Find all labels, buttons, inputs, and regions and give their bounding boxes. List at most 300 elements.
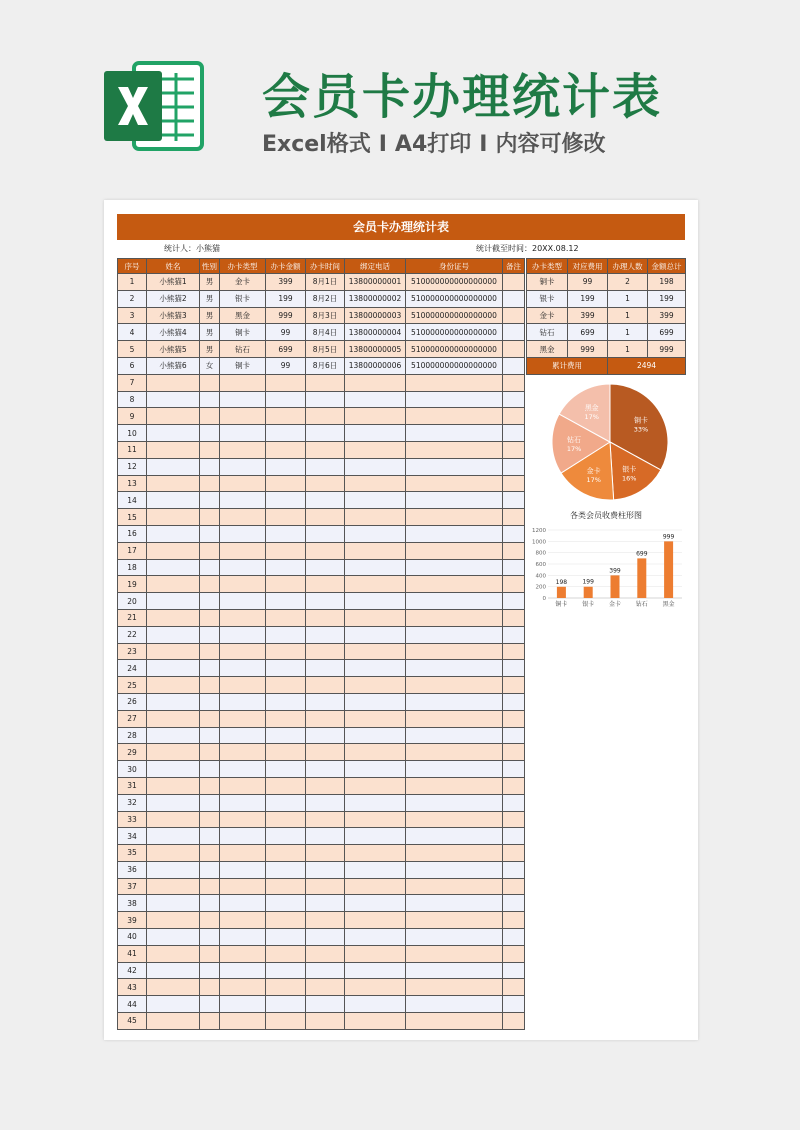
table-cell[interactable] bbox=[220, 576, 266, 593]
table-cell[interactable]: 14 bbox=[118, 492, 147, 509]
table-cell[interactable] bbox=[503, 525, 525, 542]
table-cell[interactable] bbox=[200, 425, 220, 442]
table-cell[interactable]: 31 bbox=[118, 777, 147, 794]
table-cell[interactable] bbox=[503, 710, 525, 727]
table-cell[interactable] bbox=[345, 861, 406, 878]
table-cell[interactable] bbox=[200, 845, 220, 862]
table-cell[interactable] bbox=[200, 861, 220, 878]
table-cell[interactable] bbox=[306, 408, 345, 425]
table-cell[interactable] bbox=[406, 861, 503, 878]
table-cell[interactable] bbox=[306, 374, 345, 391]
table-cell[interactable] bbox=[306, 895, 345, 912]
table-cell[interactable] bbox=[503, 878, 525, 895]
table-cell[interactable] bbox=[345, 710, 406, 727]
table-cell[interactable] bbox=[147, 576, 200, 593]
summary-cell[interactable]: 黑金 bbox=[527, 341, 568, 358]
table-cell[interactable] bbox=[266, 929, 306, 946]
table-cell[interactable] bbox=[406, 828, 503, 845]
table-cell[interactable] bbox=[147, 929, 200, 946]
table-cell[interactable] bbox=[406, 525, 503, 542]
table-cell[interactable] bbox=[503, 744, 525, 761]
table-cell[interactable] bbox=[345, 559, 406, 576]
table-cell[interactable] bbox=[345, 525, 406, 542]
table-cell[interactable]: 男 bbox=[200, 307, 220, 324]
table-cell[interactable]: 17 bbox=[118, 542, 147, 559]
table-cell[interactable] bbox=[220, 677, 266, 694]
table-cell[interactable] bbox=[220, 593, 266, 610]
table-cell[interactable] bbox=[200, 509, 220, 526]
table-cell[interactable] bbox=[306, 727, 345, 744]
table-cell[interactable] bbox=[147, 794, 200, 811]
table-cell[interactable] bbox=[345, 660, 406, 677]
table-cell[interactable] bbox=[200, 895, 220, 912]
table-cell[interactable] bbox=[200, 828, 220, 845]
table-cell[interactable] bbox=[266, 1013, 306, 1030]
table-cell[interactable] bbox=[345, 693, 406, 710]
table-cell[interactable]: 男 bbox=[200, 274, 220, 291]
table-cell[interactable] bbox=[220, 727, 266, 744]
table-cell[interactable] bbox=[503, 929, 525, 946]
table-cell[interactable] bbox=[147, 408, 200, 425]
table-cell[interactable] bbox=[306, 962, 345, 979]
table-cell[interactable] bbox=[266, 744, 306, 761]
table-cell[interactable] bbox=[345, 408, 406, 425]
table-cell[interactable] bbox=[200, 794, 220, 811]
table-cell[interactable] bbox=[345, 979, 406, 996]
table-cell[interactable] bbox=[345, 509, 406, 526]
table-cell[interactable] bbox=[147, 626, 200, 643]
table-cell[interactable] bbox=[503, 274, 525, 291]
table-cell[interactable] bbox=[503, 307, 525, 324]
table-cell[interactable] bbox=[345, 777, 406, 794]
table-cell[interactable] bbox=[503, 542, 525, 559]
table-cell[interactable] bbox=[306, 492, 345, 509]
table-cell[interactable] bbox=[406, 811, 503, 828]
table-cell[interactable] bbox=[200, 576, 220, 593]
table-cell[interactable] bbox=[220, 643, 266, 660]
table-cell[interactable]: 小熊猫6 bbox=[147, 357, 200, 374]
table-cell[interactable] bbox=[200, 391, 220, 408]
table-cell[interactable] bbox=[503, 408, 525, 425]
table-cell[interactable] bbox=[406, 744, 503, 761]
table-cell[interactable] bbox=[220, 525, 266, 542]
table-cell[interactable]: 36 bbox=[118, 861, 147, 878]
table-cell[interactable] bbox=[266, 895, 306, 912]
table-cell[interactable] bbox=[220, 828, 266, 845]
summary-cell[interactable]: 699 bbox=[648, 324, 686, 341]
table-cell[interactable] bbox=[306, 744, 345, 761]
table-cell[interactable]: 510000000000000000 bbox=[406, 290, 503, 307]
table-cell[interactable] bbox=[406, 458, 503, 475]
table-cell[interactable] bbox=[220, 996, 266, 1013]
table-cell[interactable]: 27 bbox=[118, 710, 147, 727]
table-cell[interactable] bbox=[200, 761, 220, 778]
table-cell[interactable] bbox=[503, 677, 525, 694]
table-cell[interactable] bbox=[306, 761, 345, 778]
table-cell[interactable]: 男 bbox=[200, 290, 220, 307]
table-cell[interactable] bbox=[345, 441, 406, 458]
table-cell[interactable] bbox=[503, 492, 525, 509]
table-cell[interactable] bbox=[147, 559, 200, 576]
table-cell[interactable] bbox=[266, 441, 306, 458]
table-cell[interactable]: 11 bbox=[118, 441, 147, 458]
summary-cell[interactable]: 1 bbox=[608, 290, 648, 307]
table-cell[interactable] bbox=[306, 777, 345, 794]
table-cell[interactable] bbox=[200, 609, 220, 626]
table-cell[interactable] bbox=[266, 425, 306, 442]
table-cell[interactable] bbox=[306, 626, 345, 643]
table-cell[interactable] bbox=[306, 559, 345, 576]
table-cell[interactable] bbox=[406, 878, 503, 895]
table-cell[interactable] bbox=[220, 509, 266, 526]
summary-cell[interactable]: 198 bbox=[648, 274, 686, 291]
table-cell[interactable] bbox=[220, 794, 266, 811]
table-cell[interactable] bbox=[503, 845, 525, 862]
table-cell[interactable]: 小熊猫4 bbox=[147, 324, 200, 341]
table-cell[interactable] bbox=[503, 626, 525, 643]
table-cell[interactable] bbox=[266, 945, 306, 962]
table-cell[interactable]: 8月3日 bbox=[306, 307, 345, 324]
table-cell[interactable] bbox=[306, 458, 345, 475]
table-cell[interactable] bbox=[200, 525, 220, 542]
table-cell[interactable] bbox=[147, 693, 200, 710]
table-cell[interactable]: 小熊猫5 bbox=[147, 341, 200, 358]
table-cell[interactable] bbox=[220, 979, 266, 996]
table-cell[interactable] bbox=[345, 761, 406, 778]
table-cell[interactable] bbox=[345, 643, 406, 660]
table-cell[interactable] bbox=[306, 828, 345, 845]
table-cell[interactable]: 16 bbox=[118, 525, 147, 542]
table-cell[interactable] bbox=[345, 492, 406, 509]
table-cell[interactable]: 28 bbox=[118, 727, 147, 744]
table-cell[interactable] bbox=[220, 811, 266, 828]
table-cell[interactable] bbox=[406, 979, 503, 996]
table-cell[interactable] bbox=[200, 996, 220, 1013]
table-cell[interactable] bbox=[306, 525, 345, 542]
table-cell[interactable] bbox=[503, 996, 525, 1013]
table-cell[interactable] bbox=[147, 677, 200, 694]
table-cell[interactable]: 43 bbox=[118, 979, 147, 996]
table-cell[interactable] bbox=[147, 912, 200, 929]
table-cell[interactable] bbox=[406, 475, 503, 492]
table-cell[interactable] bbox=[306, 425, 345, 442]
summary-cell[interactable]: 999 bbox=[568, 341, 608, 358]
table-cell[interactable] bbox=[345, 845, 406, 862]
table-cell[interactable] bbox=[220, 660, 266, 677]
table-cell[interactable]: 13800000003 bbox=[345, 307, 406, 324]
table-cell[interactable] bbox=[266, 979, 306, 996]
table-cell[interactable] bbox=[200, 693, 220, 710]
table-cell[interactable] bbox=[147, 643, 200, 660]
table-cell[interactable] bbox=[266, 374, 306, 391]
table-cell[interactable] bbox=[147, 878, 200, 895]
table-cell[interactable] bbox=[220, 761, 266, 778]
table-cell[interactable] bbox=[406, 945, 503, 962]
table-cell[interactable]: 42 bbox=[118, 962, 147, 979]
table-cell[interactable]: 13 bbox=[118, 475, 147, 492]
summary-cell[interactable]: 399 bbox=[648, 307, 686, 324]
table-cell[interactable] bbox=[345, 374, 406, 391]
table-cell[interactable] bbox=[503, 962, 525, 979]
table-cell[interactable]: 13800000001 bbox=[345, 274, 406, 291]
table-cell[interactable] bbox=[220, 559, 266, 576]
table-cell[interactable] bbox=[503, 290, 525, 307]
table-cell[interactable] bbox=[345, 1013, 406, 1030]
table-cell[interactable] bbox=[306, 509, 345, 526]
table-cell[interactable]: 小熊猫1 bbox=[147, 274, 200, 291]
table-cell[interactable] bbox=[266, 861, 306, 878]
table-cell[interactable] bbox=[200, 374, 220, 391]
table-cell[interactable] bbox=[406, 693, 503, 710]
table-cell[interactable] bbox=[200, 441, 220, 458]
table-cell[interactable] bbox=[220, 912, 266, 929]
table-cell[interactable] bbox=[266, 710, 306, 727]
table-cell[interactable] bbox=[345, 576, 406, 593]
table-cell[interactable] bbox=[503, 693, 525, 710]
table-cell[interactable] bbox=[306, 677, 345, 694]
table-cell[interactable] bbox=[406, 492, 503, 509]
table-cell[interactable] bbox=[266, 643, 306, 660]
table-cell[interactable] bbox=[306, 945, 345, 962]
table-cell[interactable] bbox=[266, 794, 306, 811]
table-cell[interactable] bbox=[147, 962, 200, 979]
table-cell[interactable]: 8月1日 bbox=[306, 274, 345, 291]
table-cell[interactable] bbox=[200, 710, 220, 727]
table-cell[interactable] bbox=[200, 878, 220, 895]
table-cell[interactable] bbox=[266, 660, 306, 677]
table-cell[interactable] bbox=[266, 525, 306, 542]
table-cell[interactable] bbox=[147, 1013, 200, 1030]
table-cell[interactable] bbox=[503, 576, 525, 593]
table-cell[interactable] bbox=[147, 845, 200, 862]
table-cell[interactable] bbox=[147, 391, 200, 408]
table-cell[interactable]: 8月4日 bbox=[306, 324, 345, 341]
table-cell[interactable] bbox=[220, 710, 266, 727]
table-cell[interactable] bbox=[345, 895, 406, 912]
table-cell[interactable] bbox=[200, 542, 220, 559]
table-cell[interactable] bbox=[200, 559, 220, 576]
summary-cell[interactable]: 699 bbox=[568, 324, 608, 341]
table-cell[interactable] bbox=[306, 929, 345, 946]
table-cell[interactable] bbox=[406, 777, 503, 794]
table-cell[interactable] bbox=[147, 509, 200, 526]
table-cell[interactable] bbox=[266, 559, 306, 576]
table-cell[interactable] bbox=[406, 794, 503, 811]
table-cell[interactable] bbox=[503, 643, 525, 660]
table-cell[interactable] bbox=[266, 593, 306, 610]
table-cell[interactable] bbox=[147, 525, 200, 542]
table-cell[interactable] bbox=[503, 1013, 525, 1030]
table-cell[interactable] bbox=[503, 458, 525, 475]
table-cell[interactable] bbox=[266, 542, 306, 559]
table-cell[interactable] bbox=[220, 1013, 266, 1030]
table-cell[interactable] bbox=[147, 458, 200, 475]
summary-cell[interactable]: 399 bbox=[568, 307, 608, 324]
table-cell[interactable] bbox=[147, 475, 200, 492]
table-cell[interactable]: 25 bbox=[118, 677, 147, 694]
table-cell[interactable]: 15 bbox=[118, 509, 147, 526]
table-cell[interactable] bbox=[147, 996, 200, 1013]
table-cell[interactable]: 8月6日 bbox=[306, 357, 345, 374]
table-cell[interactable] bbox=[503, 727, 525, 744]
table-cell[interactable]: 39 bbox=[118, 912, 147, 929]
table-cell[interactable] bbox=[220, 845, 266, 862]
table-cell[interactable] bbox=[503, 425, 525, 442]
table-cell[interactable] bbox=[345, 811, 406, 828]
table-cell[interactable]: 8月2日 bbox=[306, 290, 345, 307]
table-cell[interactable] bbox=[306, 710, 345, 727]
table-cell[interactable]: 10 bbox=[118, 425, 147, 442]
table-cell[interactable] bbox=[200, 1013, 220, 1030]
table-cell[interactable] bbox=[200, 912, 220, 929]
table-cell[interactable] bbox=[345, 593, 406, 610]
summary-cell[interactable]: 银卡 bbox=[527, 290, 568, 307]
table-cell[interactable] bbox=[200, 979, 220, 996]
table-cell[interactable] bbox=[503, 761, 525, 778]
table-cell[interactable] bbox=[345, 391, 406, 408]
table-cell[interactable] bbox=[147, 727, 200, 744]
table-cell[interactable]: 399 bbox=[266, 274, 306, 291]
table-cell[interactable]: 999 bbox=[266, 307, 306, 324]
table-cell[interactable] bbox=[345, 727, 406, 744]
table-cell[interactable] bbox=[306, 391, 345, 408]
table-cell[interactable]: 银卡 bbox=[220, 290, 266, 307]
table-cell[interactable]: 1 bbox=[118, 274, 147, 291]
table-cell[interactable]: 510000000000000000 bbox=[406, 324, 503, 341]
summary-cell[interactable]: 钻石 bbox=[527, 324, 568, 341]
table-cell[interactable]: 33 bbox=[118, 811, 147, 828]
table-cell[interactable] bbox=[200, 945, 220, 962]
table-cell[interactable]: 34 bbox=[118, 828, 147, 845]
table-cell[interactable] bbox=[306, 845, 345, 862]
table-cell[interactable] bbox=[147, 744, 200, 761]
table-cell[interactable] bbox=[147, 979, 200, 996]
table-cell[interactable] bbox=[503, 777, 525, 794]
table-cell[interactable] bbox=[266, 912, 306, 929]
table-cell[interactable] bbox=[345, 945, 406, 962]
table-cell[interactable] bbox=[406, 391, 503, 408]
table-cell[interactable] bbox=[306, 576, 345, 593]
table-cell[interactable] bbox=[503, 341, 525, 358]
table-cell[interactable]: 男 bbox=[200, 341, 220, 358]
table-cell[interactable] bbox=[220, 777, 266, 794]
summary-cell[interactable]: 199 bbox=[648, 290, 686, 307]
table-cell[interactable] bbox=[266, 458, 306, 475]
table-cell[interactable] bbox=[406, 374, 503, 391]
table-cell[interactable] bbox=[266, 693, 306, 710]
summary-cell[interactable]: 1 bbox=[608, 341, 648, 358]
table-cell[interactable] bbox=[406, 929, 503, 946]
table-cell[interactable]: 18 bbox=[118, 559, 147, 576]
table-cell[interactable] bbox=[503, 861, 525, 878]
table-cell[interactable]: 24 bbox=[118, 660, 147, 677]
table-cell[interactable] bbox=[503, 828, 525, 845]
table-cell[interactable] bbox=[345, 929, 406, 946]
table-cell[interactable]: 13800000005 bbox=[345, 341, 406, 358]
table-cell[interactable] bbox=[220, 945, 266, 962]
table-cell[interactable] bbox=[345, 962, 406, 979]
table-cell[interactable] bbox=[503, 374, 525, 391]
table-cell[interactable] bbox=[220, 744, 266, 761]
table-cell[interactable] bbox=[147, 710, 200, 727]
table-cell[interactable] bbox=[220, 475, 266, 492]
table-cell[interactable] bbox=[406, 441, 503, 458]
table-cell[interactable] bbox=[345, 425, 406, 442]
table-cell[interactable] bbox=[503, 660, 525, 677]
table-cell[interactable] bbox=[220, 441, 266, 458]
table-cell[interactable] bbox=[220, 609, 266, 626]
summary-cell[interactable]: 2 bbox=[608, 274, 648, 291]
table-cell[interactable]: 7 bbox=[118, 374, 147, 391]
table-cell[interactable] bbox=[406, 710, 503, 727]
table-cell[interactable]: 4 bbox=[118, 324, 147, 341]
table-cell[interactable] bbox=[306, 441, 345, 458]
table-cell[interactable] bbox=[406, 845, 503, 862]
table-cell[interactable] bbox=[220, 542, 266, 559]
table-cell[interactable]: 23 bbox=[118, 643, 147, 660]
table-cell[interactable] bbox=[147, 895, 200, 912]
table-cell[interactable]: 21 bbox=[118, 609, 147, 626]
table-cell[interactable] bbox=[345, 475, 406, 492]
table-cell[interactable] bbox=[266, 626, 306, 643]
table-cell[interactable] bbox=[147, 777, 200, 794]
table-cell[interactable] bbox=[266, 609, 306, 626]
table-cell[interactable]: 小熊猫2 bbox=[147, 290, 200, 307]
table-cell[interactable]: 2 bbox=[118, 290, 147, 307]
table-cell[interactable] bbox=[147, 761, 200, 778]
table-cell[interactable] bbox=[406, 996, 503, 1013]
table-cell[interactable] bbox=[200, 408, 220, 425]
table-cell[interactable] bbox=[406, 895, 503, 912]
table-cell[interactable]: 40 bbox=[118, 929, 147, 946]
table-cell[interactable] bbox=[266, 576, 306, 593]
table-cell[interactable] bbox=[503, 979, 525, 996]
table-cell[interactable] bbox=[406, 559, 503, 576]
table-cell[interactable] bbox=[406, 677, 503, 694]
table-cell[interactable] bbox=[306, 912, 345, 929]
table-cell[interactable] bbox=[306, 794, 345, 811]
table-cell[interactable] bbox=[345, 878, 406, 895]
table-cell[interactable] bbox=[406, 576, 503, 593]
table-cell[interactable] bbox=[220, 693, 266, 710]
table-cell[interactable] bbox=[306, 660, 345, 677]
table-cell[interactable] bbox=[147, 861, 200, 878]
table-cell[interactable]: 44 bbox=[118, 996, 147, 1013]
table-cell[interactable] bbox=[503, 357, 525, 374]
table-cell[interactable] bbox=[200, 777, 220, 794]
table-cell[interactable] bbox=[503, 391, 525, 408]
table-cell[interactable] bbox=[266, 962, 306, 979]
table-cell[interactable] bbox=[306, 643, 345, 660]
table-cell[interactable] bbox=[147, 374, 200, 391]
table-cell[interactable]: 510000000000000000 bbox=[406, 341, 503, 358]
table-cell[interactable] bbox=[306, 693, 345, 710]
table-cell[interactable]: 699 bbox=[266, 341, 306, 358]
table-cell[interactable]: 8 bbox=[118, 391, 147, 408]
table-cell[interactable]: 黑金 bbox=[220, 307, 266, 324]
table-cell[interactable] bbox=[147, 542, 200, 559]
table-cell[interactable] bbox=[220, 374, 266, 391]
table-cell[interactable] bbox=[220, 408, 266, 425]
table-cell[interactable] bbox=[200, 593, 220, 610]
table-cell[interactable] bbox=[220, 492, 266, 509]
table-cell[interactable]: 26 bbox=[118, 693, 147, 710]
table-cell[interactable] bbox=[406, 509, 503, 526]
table-cell[interactable] bbox=[200, 660, 220, 677]
table-cell[interactable]: 510000000000000000 bbox=[406, 307, 503, 324]
table-cell[interactable] bbox=[345, 744, 406, 761]
table-cell[interactable] bbox=[306, 996, 345, 1013]
